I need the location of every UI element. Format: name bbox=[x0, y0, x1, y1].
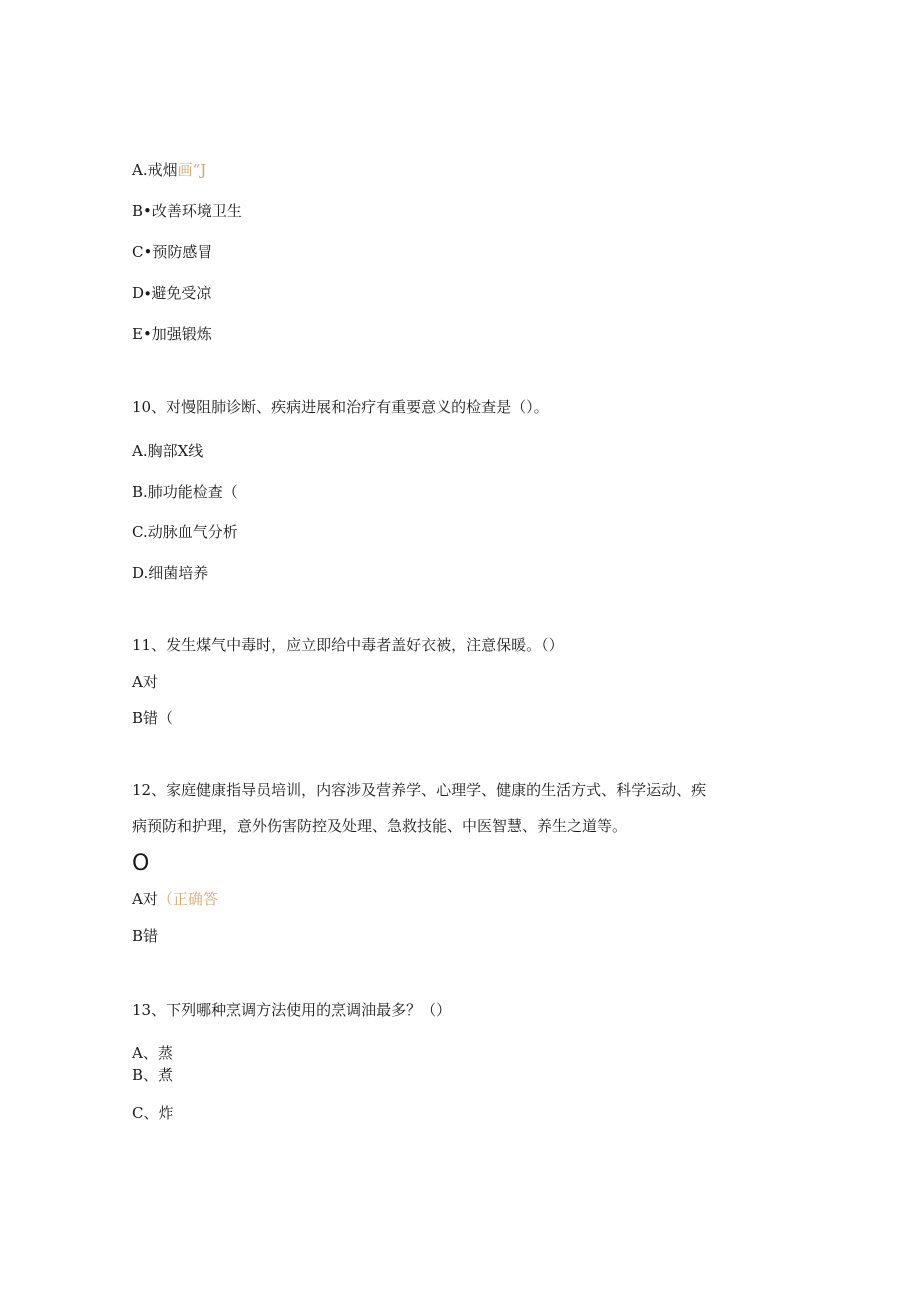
q13-option-a: A、蒸 bbox=[132, 1044, 173, 1062]
q10-option-a: A.胸部X线 bbox=[132, 442, 204, 460]
q10-option-d: D.细菌培养 bbox=[132, 564, 209, 582]
q13-question: 13、下列哪种烹调方法使用的烹调油最多？（） bbox=[132, 1001, 452, 1019]
q9-option-e: E•加强锻炼 bbox=[132, 325, 212, 343]
q10-option-b: B.肺功能检查（ bbox=[132, 483, 238, 501]
q10-question: 10、对慢阻肺诊断、疾病进展和治疗有重要意义的检查是（）。 bbox=[132, 398, 549, 416]
q12-question-line2: 病预防和护理，意外伤害防控及处理、急救技能、中医智慧、养生之道等。 bbox=[132, 817, 628, 835]
q11-option-b: B错（ bbox=[132, 709, 174, 727]
q9-option-d: D∙避免受凉 bbox=[132, 284, 212, 302]
q9-option-a bbox=[132, 160, 206, 180]
q9-option-a-label: A.戒烟 bbox=[132, 161, 178, 179]
q9-option-a-annotation: 画“J bbox=[177, 161, 207, 179]
q12-answer-marker: O bbox=[132, 851, 150, 876]
q13-option-b: B、煮 bbox=[132, 1066, 174, 1084]
q9-option-c: C•预防感冒 bbox=[132, 243, 213, 261]
q12-option-a-annotation: （正确答 bbox=[157, 890, 218, 908]
q12-option-b: B错 bbox=[132, 927, 159, 945]
q10-option-c: C.动脉血气分析 bbox=[132, 523, 238, 541]
q11-option-a: A对 bbox=[132, 673, 158, 691]
q12-option-a bbox=[132, 889, 218, 909]
q9-option-b: B•改善环境卫生 bbox=[132, 202, 242, 220]
q12-option-a-label: A对 bbox=[132, 890, 158, 908]
q12-question-line1: 12、家庭健康指导员培训，内容涉及营养学、心理学、健康的生活方式、科学运动、疾 bbox=[132, 781, 707, 799]
q11-question: 11、发生煤气中毒时，应立即给中毒者盖好衣被，注意保暖。（） bbox=[132, 636, 564, 654]
q13-option-c: C、炸 bbox=[132, 1104, 174, 1122]
